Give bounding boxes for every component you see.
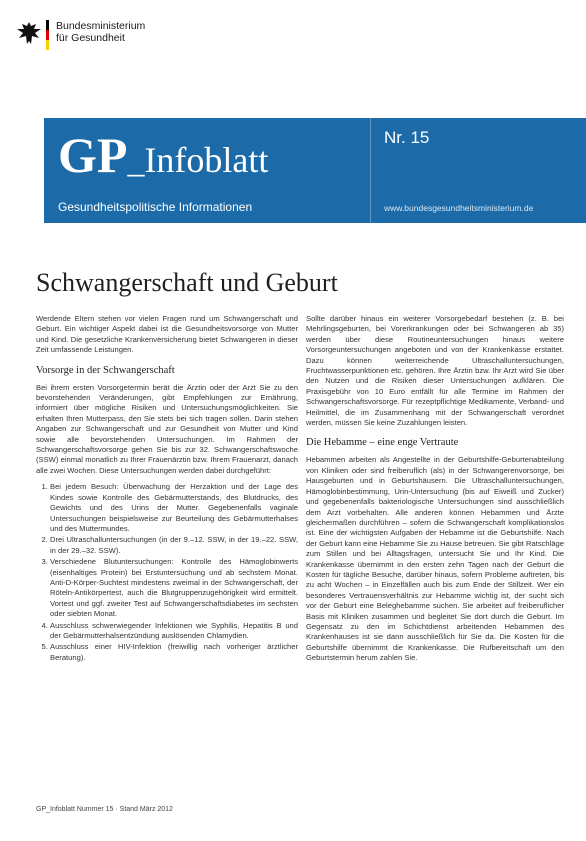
ministry-line-2: für Gesundheit [56, 32, 125, 44]
list-item: 2. Drei Ultraschalluntersuchungen (in der 9.–12. SSW, in der 19.–22. SSW, in der 29.–32. SSW). [50, 535, 298, 556]
flag-stripe-black [46, 20, 49, 30]
publication-subtitle: Gesundheitspolitische Informationen [58, 200, 253, 214]
infoblatt-text: Infoblatt [144, 140, 269, 180]
additional-care-paragraph: Sollte darüber hinaus ein weiterer Vorsorgebedarf bestehen (z. B. bei Mehrlingsgeburten, bei Vorerkrankungen oder bei Schwangeren ab 35) werden über diese Routineuntersuchungen hinaus weitere Vorsorgeuntersuchungen angeboten und von der Krankenkasse erstattet. Dazu können weiterreichende Ultraschalluntersuchungen, Fruchtwasserpunktionen etc. gehören. Ihre Ärztin bzw. Ihr Arzt wird Sie über den Nutzen und die Risiken dieser Untersuchungen aufklären. Die Praxisgebühr von 10 Euro entfällt für alle Termine im Rahmen der Schwangerschaftsvorsorge. Für rezeptpflichtige Medikamente, Verband- und Heilmittel, die im Zusammenhang mit der Schwangerschaft verordnet werden, müssen Sie keine Zuzahlungen leisten. [306, 314, 564, 428]
section-heading-vorsorge: Vorsorge in der Schwangerschaft [36, 364, 175, 376]
list-item: 4. Ausschluss schwerwiegender Infektionen wie Syphilis, Hepatitis B und der Gebärmutterhalsentzündung auslösenden Chlamydien. [50, 621, 298, 642]
flag-stripe-red [46, 30, 49, 40]
ministry-name [56, 20, 145, 44]
section-heading-hebamme: Die Hebamme – eine enge Vertraute [306, 437, 459, 449]
hebamme-paragraph: Hebammen arbeiten als Angestellte in der Geburtshilfe-Geburtenabteilung von Kliniken oder sind freiberuflich (als) in der Schwangerenvorsorge, bei Hausgeburten und in Geburtshäusern. Die Ultraschalluntersuchungen, Hämoglobinbestimmung, Urin-Untersuchung (bis auf Eiweiß und Zucker) und gegebenenfalls bakteriologische Untersuchungen sind ausschließlich dem Arzt vorbehalten. Alle anderen können Hebammen und Ärzte gleichermaßen durchführen – sofern die Schwangerschaft komplikationslos ist. Eine der wichtigsten Aufgaben der Hebamme ist die Geburtshilfe. Nach der Geburt kann eine Hebamme Sie zu Hause betreuen. Sie gibt Ratschläge zum Stillen und bei Alltagsfragen, untersucht Sie und Ihr Kind. Die Krankenkasse übernimmt in den ersten zehn Tagen nach der Geburt die Kosten für tägliche Besuche, darüber hinaus, sofern Probleme auftreten, bis zu acht Wochen – in Einzelfällen auch bis zum Ende der Stillzeit. Wer ein besonderes Vertrauensverhältnis zur Hebamme wichtig ist, der sucht sich vor der Geburt eine Beleghebamme suchen. Sie arbeitet auf freiberuflicher Basis mit Kliniken zusammen und begleitet Sie dort durch die Geburt. Im Gegensatz zu den im Schichtdienst arbeitenden Hebammen des Krankenhauses ist sie dann ausschließlich für Sie da. Die Kosten für die Geburtshilfe übernimmt die Krankenkasse. Die Rufbereitschaft um den Geburtstermin herum zahlen Sie. [306, 455, 564, 663]
federal-eagle-logo [16, 20, 42, 48]
vorsorge-paragraph: Bei ihrem ersten Vorsorgetermin berät die Ärztin oder der Arzt Sie zu den bevorstehenden Veränderungen, gibt Empfehlungen zur Ernährung, informiert über mögliche Risiken und Untersuchungsmöglichkeiten. Sie erhalten Ihren Mutterpass, den Sie stets bei sich tragen sollen. Darin stehen Angaben zur Schwangerschaft und zur Gesundheit von Mutter und Kind sowie alle bevorstehenden Untersuchungen. Im Rahmen der Schwangerschaftsvorsorge gehen Sie bis zur 32. Schwangerschaftswoche (SSW) einmal monatlich zu Ihrer Frauenärztin bzw. Ihrem Frauenarzt, danach alle zwei Wochen. Diese Untersuchungen werden dabei durchgeführt: [36, 382, 298, 475]
list-item: 5. Ausschluss einer HIV-Infektion (freiwillig nach vorheriger ärztlicher Beratung). [50, 642, 298, 663]
page-title: Schwangerschaft und Geburt [36, 268, 338, 297]
ministry-line-1: Bundesministerium [56, 20, 146, 32]
gp-logo-text: GP [58, 127, 128, 183]
intro-paragraph: Werdende Eltern stehen vor vielen Fragen rund um Schwangerschaft und Geburt. Ein wichtiger Aspekt dabei ist die Gesundheitsvorsorge von Mutter und Kind. Die gesetzliche Krankenversicherung bietet Schwangeren in dieser Zeit umfassende Leistungen. [36, 314, 298, 355]
publication-title [58, 125, 268, 192]
website-url[interactable]: www.bundesgesundheitsministerium.de [384, 203, 534, 213]
list-item: 3. Verschiedene Blutuntersuchungen: Kontrolle des Hämoglobinwerts (eisenhaltiges Protein) bei Erstuntersuchung und ab sechstem Monat. Anti-D-Körper-Suchtest mindestens zweimal in der Schwangerschaft, der Röteln-Antikörpertest, auch die Blutgruppenzugehörigkeit wird ermittelt. Vortest und ggf. zweiter Test auf Schwangerschaftsdiabetes im sechsten oder siebten Monat. [50, 557, 298, 619]
examination-list [36, 482, 298, 663]
issue-number: Nr. 15 [384, 128, 430, 147]
flag-bar [46, 20, 49, 50]
flag-stripe-gold [46, 40, 49, 50]
list-item: 1. Bei jedem Besuch: Überwachung der Herzaktion und der Lage des Kindes sowie Kontrolle des Gebärmutterstands, des Blutdrucks, des Gewichts und des Urins der Mutter. Gegebenenfalls vaginale Untersuchungen beispielsweise zur Beurteilung des Gebärmutterhalses und des Muttermundes. [50, 482, 298, 534]
header-divider [370, 118, 371, 223]
left-column [36, 314, 298, 664]
right-column [306, 314, 564, 664]
page-footer: GP_Infoblatt Nummer 15 · Stand März 2012 [36, 806, 173, 813]
title-separator: _ [127, 143, 145, 180]
